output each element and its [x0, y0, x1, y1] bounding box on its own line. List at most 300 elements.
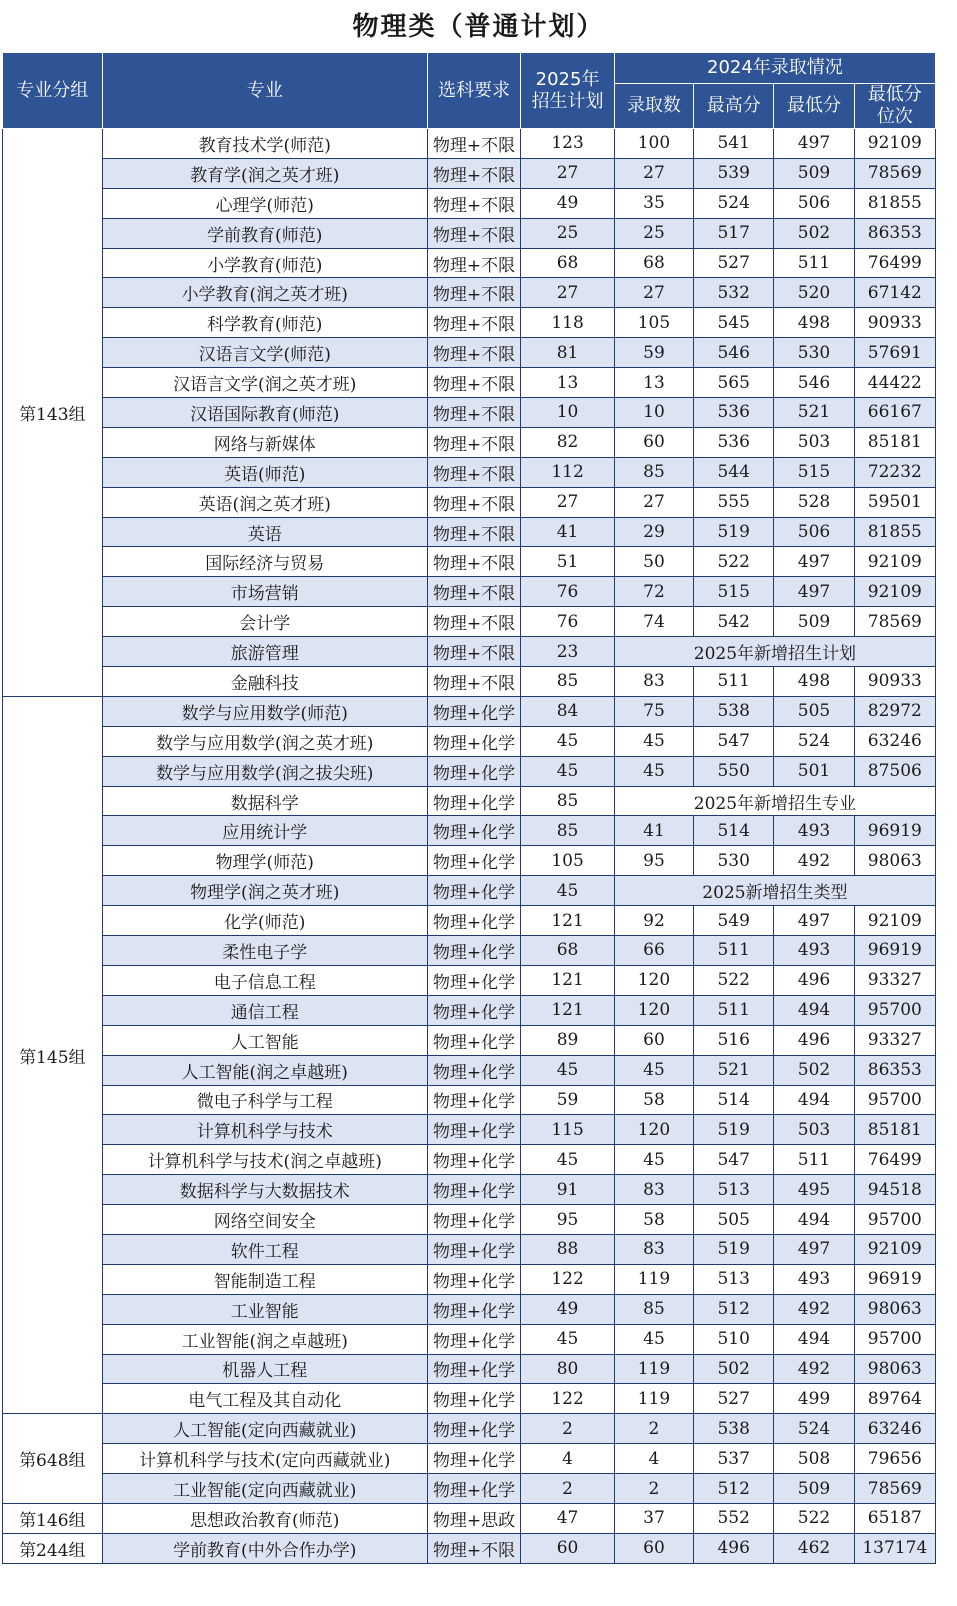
- table-row: [3, 188, 936, 218]
- major-cell: 教育技术学(师范): [102, 129, 427, 159]
- min-score-cell: 493: [774, 816, 854, 846]
- admitted-cell: 58: [614, 1205, 693, 1235]
- admitted-cell: 85: [614, 1294, 693, 1324]
- max-score-cell: 516: [694, 1025, 774, 1055]
- page-title: 物理类（普通计划）: [352, 12, 605, 42]
- major-cell: 电气工程及其自动化: [102, 1384, 427, 1414]
- admitted-cell: 83: [614, 1234, 693, 1264]
- header-2024: 2024年录取情况: [614, 53, 935, 84]
- admitted-cell: 27: [614, 158, 693, 188]
- plan-cell: 49: [521, 1294, 615, 1324]
- min-score-cell: 497: [774, 1234, 854, 1264]
- admitted-cell: 74: [614, 607, 693, 637]
- major-cell: 心理学(师范): [102, 188, 427, 218]
- min-score-cell: 497: [774, 129, 854, 159]
- subjects-cell: 物理+化学: [427, 965, 521, 995]
- plan-cell: 122: [521, 1264, 615, 1294]
- min-rank-cell: 96919: [854, 936, 935, 966]
- min-rank-cell: 78569: [854, 158, 935, 188]
- max-score-cell: 524: [694, 188, 774, 218]
- min-rank-cell: 92109: [854, 129, 935, 159]
- max-score-cell: 513: [694, 1175, 774, 1205]
- min-score-cell: 492: [774, 1294, 854, 1324]
- admitted-cell: 119: [614, 1264, 693, 1294]
- table-row: [3, 876, 936, 906]
- plan-cell: 51: [521, 547, 615, 577]
- major-cell: 人工智能: [102, 1025, 427, 1055]
- subjects-cell: 物理+不限: [427, 398, 521, 428]
- plan-cell: 80: [521, 1354, 615, 1384]
- admitted-cell: 29: [614, 517, 693, 547]
- plan-cell: 112: [521, 457, 615, 487]
- plan-cell: 121: [521, 965, 615, 995]
- plan-cell: 2: [521, 1474, 615, 1504]
- table-row: [3, 1264, 936, 1294]
- subjects-cell: 物理+化学: [427, 816, 521, 846]
- min-rank-cell: 96919: [854, 816, 935, 846]
- min-rank-cell: 59501: [854, 487, 935, 517]
- min-score-cell: 502: [774, 1055, 854, 1085]
- admitted-cell: 72: [614, 577, 693, 607]
- table-row: [3, 846, 936, 876]
- min-score-cell: 546: [774, 368, 854, 398]
- max-score-cell: 541: [694, 129, 774, 159]
- table-row: [3, 965, 936, 995]
- major-cell: 计算机科学与技术(润之卓越班): [102, 1145, 427, 1175]
- group-cell: 第146组: [3, 1503, 103, 1533]
- max-score-cell: 538: [694, 1414, 774, 1444]
- max-score-cell: 512: [694, 1294, 774, 1324]
- plan-cell: 45: [521, 1145, 615, 1175]
- max-score-cell: 505: [694, 1205, 774, 1235]
- min-rank-cell: 93327: [854, 1025, 935, 1055]
- plan-cell: 89: [521, 1025, 615, 1055]
- min-rank-cell: 79656: [854, 1444, 935, 1474]
- subjects-cell: 物理+化学: [427, 1115, 521, 1145]
- min-rank-cell: 78569: [854, 607, 935, 637]
- plan-cell: 60: [521, 1533, 615, 1563]
- subjects-cell: 物理+化学: [427, 1444, 521, 1474]
- major-cell: 电子信息工程: [102, 965, 427, 995]
- plan-cell: 68: [521, 248, 615, 278]
- plan-cell: 25: [521, 218, 615, 248]
- subjects-cell: 物理+化学: [427, 906, 521, 936]
- min-rank-cell: 81855: [854, 188, 935, 218]
- admitted-cell: 45: [614, 756, 693, 786]
- min-score-cell: 521: [774, 398, 854, 428]
- header-major: 专业: [102, 53, 427, 129]
- min-score-cell: 494: [774, 1085, 854, 1115]
- table-row: [3, 756, 936, 786]
- major-cell: 化学(师范): [102, 906, 427, 936]
- min-rank-cell: 63246: [854, 726, 935, 756]
- admitted-cell: 2: [614, 1414, 693, 1444]
- major-cell: 旅游管理: [102, 637, 427, 667]
- table-row: [3, 1444, 936, 1474]
- table-row: [3, 577, 936, 607]
- plan-cell: 115: [521, 1115, 615, 1145]
- min-rank-cell: 92109: [854, 906, 935, 936]
- admitted-cell: 45: [614, 726, 693, 756]
- max-score-cell: 547: [694, 726, 774, 756]
- min-score-cell: 509: [774, 1474, 854, 1504]
- major-cell: 物理学(润之英才班): [102, 876, 427, 906]
- major-cell: 计算机科学与技术(定向西藏就业): [102, 1444, 427, 1474]
- table-row: [3, 1205, 936, 1235]
- min-rank-cell: 87506: [854, 756, 935, 786]
- table-row: [3, 1234, 936, 1264]
- min-score-cell: 495: [774, 1175, 854, 1205]
- min-rank-cell: 98063: [854, 1354, 935, 1384]
- plan-cell: 118: [521, 308, 615, 338]
- plan-cell: 123: [521, 129, 615, 159]
- min-rank-cell: 57691: [854, 338, 935, 368]
- admitted-cell: 75: [614, 696, 693, 726]
- min-score-cell: 530: [774, 338, 854, 368]
- min-rank-cell: 65187: [854, 1503, 935, 1533]
- major-cell: 柔性电子学: [102, 936, 427, 966]
- major-cell: 数学与应用数学(润之英才班): [102, 726, 427, 756]
- max-score-cell: 537: [694, 1444, 774, 1474]
- max-score-cell: 546: [694, 338, 774, 368]
- min-rank-cell: 86353: [854, 218, 935, 248]
- min-score-cell: 494: [774, 1205, 854, 1235]
- max-score-cell: 496: [694, 1533, 774, 1563]
- plan-cell: 122: [521, 1384, 615, 1414]
- min-rank-cell: 90933: [854, 667, 935, 697]
- max-score-cell: 542: [694, 607, 774, 637]
- admitted-cell: 59: [614, 338, 693, 368]
- max-score-cell: 511: [694, 667, 774, 697]
- plan-cell: 105: [521, 846, 615, 876]
- note-cell: 2025新增招生类型: [614, 876, 935, 906]
- admitted-cell: 83: [614, 667, 693, 697]
- subjects-cell: 物理+化学: [427, 1384, 521, 1414]
- subjects-cell: 物理+化学: [427, 1055, 521, 1085]
- table-row: [3, 547, 936, 577]
- max-score-cell: 549: [694, 906, 774, 936]
- major-cell: 英语(润之英才班): [102, 487, 427, 517]
- major-cell: 英语: [102, 517, 427, 547]
- table-row: [3, 338, 936, 368]
- min-rank-cell: 89764: [854, 1384, 935, 1414]
- major-cell: 思想政治教育(师范): [102, 1503, 427, 1533]
- min-rank-cell: 95700: [854, 1324, 935, 1354]
- admitted-cell: 120: [614, 995, 693, 1025]
- max-score-cell: 519: [694, 1234, 774, 1264]
- plan-cell: 91: [521, 1175, 615, 1205]
- plan-cell: 41: [521, 517, 615, 547]
- min-score-cell: 503: [774, 1115, 854, 1145]
- min-score-cell: 493: [774, 1264, 854, 1294]
- admitted-cell: 60: [614, 427, 693, 457]
- major-cell: 数学与应用数学(润之拔尖班): [102, 756, 427, 786]
- subjects-cell: 物理+不限: [427, 308, 521, 338]
- min-score-cell: 515: [774, 457, 854, 487]
- subjects-cell: 物理+化学: [427, 846, 521, 876]
- header-admitted: 录取数: [614, 84, 693, 129]
- min-rank-cell: 98063: [854, 846, 935, 876]
- table-row: [3, 1503, 936, 1533]
- major-cell: 工业智能: [102, 1294, 427, 1324]
- max-score-cell: 544: [694, 457, 774, 487]
- min-score-cell: 508: [774, 1444, 854, 1474]
- table-row: [3, 1324, 936, 1354]
- table-row: [3, 368, 936, 398]
- subjects-cell: 物理+化学: [427, 936, 521, 966]
- admitted-cell: 119: [614, 1384, 693, 1414]
- min-score-cell: 506: [774, 188, 854, 218]
- admitted-cell: 105: [614, 308, 693, 338]
- plan-cell: 121: [521, 995, 615, 1025]
- min-rank-cell: 66167: [854, 398, 935, 428]
- major-cell: 会计学: [102, 607, 427, 637]
- plan-cell: 4: [521, 1444, 615, 1474]
- table-row: [3, 1474, 936, 1504]
- major-cell: 科学教育(师范): [102, 308, 427, 338]
- admitted-cell: 45: [614, 1145, 693, 1175]
- subjects-cell: 物理+化学: [427, 1145, 521, 1175]
- min-score-cell: 498: [774, 667, 854, 697]
- max-score-cell: 550: [694, 756, 774, 786]
- major-cell: 学前教育(中外合作办学): [102, 1533, 427, 1563]
- subjects-cell: 物理+不限: [427, 637, 521, 667]
- subjects-cell: 物理+不限: [427, 278, 521, 308]
- plan-cell: 85: [521, 786, 615, 816]
- major-cell: 市场营销: [102, 577, 427, 607]
- admitted-cell: 27: [614, 487, 693, 517]
- plan-cell: 13: [521, 368, 615, 398]
- max-score-cell: 536: [694, 427, 774, 457]
- table-row: [3, 816, 936, 846]
- max-score-cell: 512: [694, 1474, 774, 1504]
- min-rank-cell: 92109: [854, 547, 935, 577]
- table-row: [3, 248, 936, 278]
- subjects-cell: 物理+化学: [427, 696, 521, 726]
- min-score-cell: 497: [774, 577, 854, 607]
- table-row: [3, 667, 936, 697]
- plan-cell: 23: [521, 637, 615, 667]
- table-row: [3, 1294, 936, 1324]
- min-score-cell: 502: [774, 218, 854, 248]
- admitted-cell: 41: [614, 816, 693, 846]
- subjects-cell: 物理+化学: [427, 786, 521, 816]
- subjects-cell: 物理+化学: [427, 1264, 521, 1294]
- major-cell: 小学教育(师范): [102, 248, 427, 278]
- plan-cell: 76: [521, 577, 615, 607]
- max-score-cell: 532: [694, 278, 774, 308]
- plan-cell: 10: [521, 398, 615, 428]
- admitted-cell: 85: [614, 457, 693, 487]
- admitted-cell: 60: [614, 1533, 693, 1563]
- min-rank-cell: 81855: [854, 517, 935, 547]
- table-row: [3, 637, 936, 667]
- table-row: [3, 936, 936, 966]
- min-rank-cell: 82972: [854, 696, 935, 726]
- min-rank-cell: 95700: [854, 1085, 935, 1115]
- table-row: [3, 696, 936, 726]
- min-rank-cell: 44422: [854, 368, 935, 398]
- subjects-cell: 物理+不限: [427, 368, 521, 398]
- admitted-cell: 10: [614, 398, 693, 428]
- subjects-cell: 物理+化学: [427, 1474, 521, 1504]
- min-rank-cell: 67142: [854, 278, 935, 308]
- subjects-cell: 物理+化学: [427, 995, 521, 1025]
- major-cell: 物理学(师范): [102, 846, 427, 876]
- table-row: [3, 1354, 936, 1384]
- plan-cell: 45: [521, 1055, 615, 1085]
- major-cell: 汉语言文学(润之英才班): [102, 368, 427, 398]
- table-row: [3, 1145, 936, 1175]
- subjects-cell: 物理+化学: [427, 1205, 521, 1235]
- subjects-cell: 物理+不限: [427, 129, 521, 159]
- admitted-cell: 45: [614, 1055, 693, 1085]
- major-cell: 微电子科学与工程: [102, 1085, 427, 1115]
- min-rank-cell: 78569: [854, 1474, 935, 1504]
- table-row: [3, 726, 936, 756]
- table-row: [3, 1533, 936, 1563]
- subjects-cell: 物理+不限: [427, 158, 521, 188]
- min-rank-cell: 92109: [854, 577, 935, 607]
- plan-cell: 59: [521, 1085, 615, 1115]
- subjects-cell: 物理+不限: [427, 248, 521, 278]
- min-rank-cell: 95700: [854, 995, 935, 1025]
- plan-cell: 88: [521, 1234, 615, 1264]
- admitted-cell: 119: [614, 1354, 693, 1384]
- max-score-cell: 514: [694, 1085, 774, 1115]
- min-score-cell: 499: [774, 1384, 854, 1414]
- plan-cell: 68: [521, 936, 615, 966]
- min-score-cell: 496: [774, 1025, 854, 1055]
- plan-cell: 95: [521, 1205, 615, 1235]
- admitted-cell: 83: [614, 1175, 693, 1205]
- header-subjects: 选科要求: [427, 53, 521, 129]
- plan-cell: 27: [521, 158, 615, 188]
- table-row: [3, 1085, 936, 1115]
- table-row: [3, 906, 936, 936]
- min-score-cell: 528: [774, 487, 854, 517]
- major-cell: 机器人工程: [102, 1354, 427, 1384]
- min-score-cell: 520: [774, 278, 854, 308]
- min-score-cell: 501: [774, 756, 854, 786]
- admitted-cell: 50: [614, 547, 693, 577]
- min-score-cell: 498: [774, 308, 854, 338]
- table-row: [3, 398, 936, 428]
- min-rank-cell: 85181: [854, 1115, 935, 1145]
- plan-cell: 85: [521, 816, 615, 846]
- table-row: [3, 1414, 936, 1444]
- max-score-cell: 519: [694, 1115, 774, 1145]
- table-row: [3, 278, 936, 308]
- min-score-cell: 492: [774, 846, 854, 876]
- max-score-cell: 555: [694, 487, 774, 517]
- max-score-cell: 552: [694, 1503, 774, 1533]
- group-cell: 第143组: [3, 129, 103, 697]
- header-max: 最高分: [694, 84, 774, 129]
- max-score-cell: 545: [694, 308, 774, 338]
- max-score-cell: 511: [694, 936, 774, 966]
- subjects-cell: 物理+不限: [427, 487, 521, 517]
- min-score-cell: 506: [774, 517, 854, 547]
- admitted-cell: 120: [614, 965, 693, 995]
- plan-cell: 45: [521, 726, 615, 756]
- table-row: [3, 129, 936, 159]
- admitted-cell: 4: [614, 1444, 693, 1474]
- admitted-cell: 37: [614, 1503, 693, 1533]
- plan-cell: 81: [521, 338, 615, 368]
- subjects-cell: 物理+化学: [427, 1294, 521, 1324]
- min-rank-cell: 90933: [854, 308, 935, 338]
- max-score-cell: 522: [694, 547, 774, 577]
- min-score-cell: 493: [774, 936, 854, 966]
- major-cell: 工业智能(定向西藏就业): [102, 1474, 427, 1504]
- max-score-cell: 510: [694, 1324, 774, 1354]
- admitted-cell: 95: [614, 846, 693, 876]
- min-score-cell: 494: [774, 1324, 854, 1354]
- plan-cell: 2: [521, 1414, 615, 1444]
- admitted-cell: 2: [614, 1474, 693, 1504]
- min-score-cell: 509: [774, 158, 854, 188]
- min-score-cell: 503: [774, 427, 854, 457]
- major-cell: 汉语言文学(师范): [102, 338, 427, 368]
- table-row: [3, 308, 936, 338]
- subjects-cell: 物理+不限: [427, 338, 521, 368]
- table-row: [3, 487, 936, 517]
- subjects-cell: 物理+不限: [427, 547, 521, 577]
- header-plan-2025: 2025年 招生计划: [521, 53, 615, 129]
- admitted-cell: 100: [614, 129, 693, 159]
- table-row: [3, 457, 936, 487]
- major-cell: 应用统计学: [102, 816, 427, 846]
- major-cell: 学前教育(师范): [102, 218, 427, 248]
- major-cell: 计算机科学与技术: [102, 1115, 427, 1145]
- min-rank-cell: 72232: [854, 457, 935, 487]
- min-score-cell: 496: [774, 965, 854, 995]
- major-cell: 软件工程: [102, 1234, 427, 1264]
- table-row: [3, 607, 936, 637]
- max-score-cell: 521: [694, 1055, 774, 1085]
- major-cell: 网络与新媒体: [102, 427, 427, 457]
- min-score-cell: 511: [774, 1145, 854, 1175]
- table-row: [3, 517, 936, 547]
- min-score-cell: 494: [774, 995, 854, 1025]
- major-cell: 汉语国际教育(师范): [102, 398, 427, 428]
- min-rank-cell: 86353: [854, 1055, 935, 1085]
- subjects-cell: 物理+化学: [427, 1414, 521, 1444]
- max-score-cell: 522: [694, 965, 774, 995]
- max-score-cell: 565: [694, 368, 774, 398]
- plan-cell: 121: [521, 906, 615, 936]
- plan-cell: 45: [521, 876, 615, 906]
- plan-cell: 85: [521, 667, 615, 697]
- subjects-cell: 物理+化学: [427, 756, 521, 786]
- subjects-cell: 物理+不限: [427, 577, 521, 607]
- major-cell: 数据科学与大数据技术: [102, 1175, 427, 1205]
- admitted-cell: 35: [614, 188, 693, 218]
- max-score-cell: 502: [694, 1354, 774, 1384]
- plan-cell: 45: [521, 1324, 615, 1354]
- max-score-cell: 527: [694, 248, 774, 278]
- max-score-cell: 519: [694, 517, 774, 547]
- min-rank-cell: 76499: [854, 1145, 935, 1175]
- major-cell: 金融科技: [102, 667, 427, 697]
- admitted-cell: 66: [614, 936, 693, 966]
- min-score-cell: 497: [774, 906, 854, 936]
- header-min-rank: 最低分 位次: [854, 84, 935, 129]
- plan-cell: 84: [521, 696, 615, 726]
- admitted-cell: 58: [614, 1085, 693, 1115]
- min-score-cell: 505: [774, 696, 854, 726]
